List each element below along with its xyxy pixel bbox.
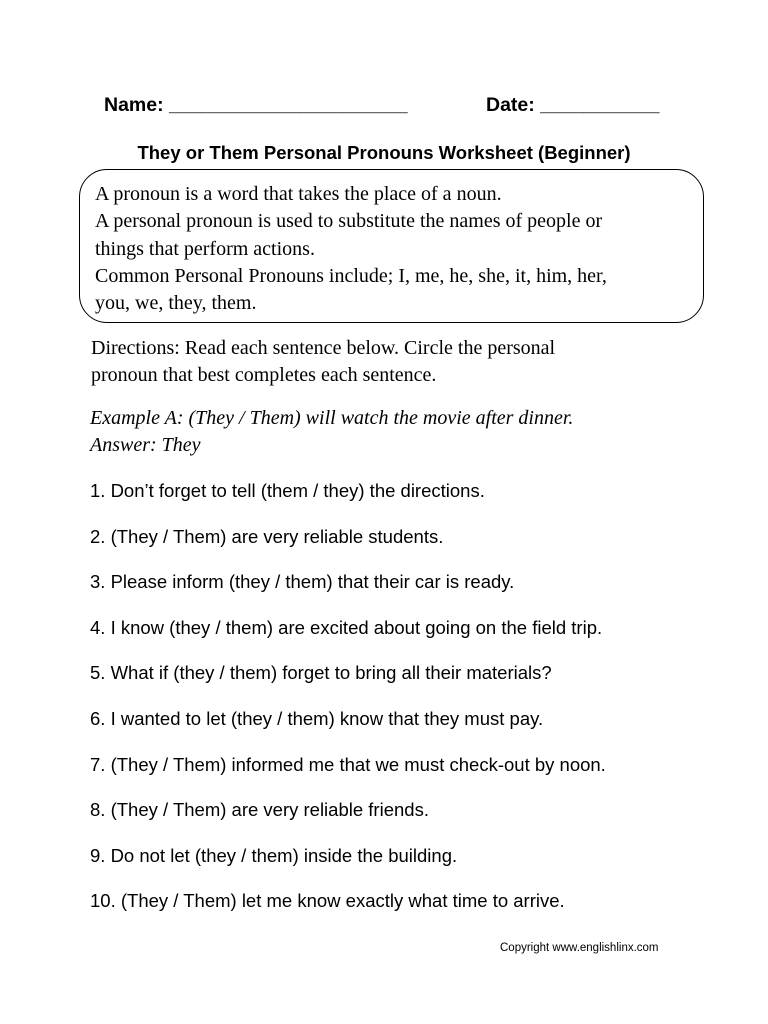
question-item: 4. I know (they / them) are excited about going on the field trip. (90, 616, 603, 638)
question-item: 3. Please inform (they / them) that their car is ready. (90, 571, 515, 593)
question-list (90, 478, 730, 934)
question-item: 1. Don’t forget to tell (them / they) the directions. (90, 480, 485, 501)
definition-line: Common Personal Pronouns include; I, me, he, she, it, him, her, (95, 264, 607, 287)
definition-line: you, we, they, them. (95, 292, 257, 315)
name-field: Name: ______________________ (104, 94, 408, 116)
question-item: 8. (They / Them) are very reliable friends. (90, 799, 429, 821)
question-item: 5. What if (they / them) forget to bring all their materials? (90, 662, 552, 684)
date-field: Date: ___________ (486, 94, 660, 116)
directions-line: Directions: Read each sentence below. Circle the personal (91, 337, 556, 359)
header-row (104, 94, 674, 122)
question-item: 2. (They / Them) are very reliable students. (90, 525, 444, 547)
worksheet-title: They or Them Personal Pronouns Worksheet (Beginner) (137, 142, 631, 163)
directions (91, 335, 711, 388)
question-item: 7. (They / Them) informed me that we must check-out by noon. (90, 753, 606, 775)
definition-text (95, 181, 695, 317)
definition-line: A pronoun is a word that takes the place of a noun. (95, 183, 502, 205)
definition-line: A personal pronoun is used to substitute the names of people or (95, 210, 603, 233)
example (90, 405, 710, 458)
question-item: 6. I wanted to let (they / them) know that they must pay. (90, 707, 544, 729)
definition-line: things that perform actions. (95, 237, 315, 260)
example-sentence: Example A: (They / Them) will watch the movie after dinner. (90, 407, 574, 429)
question-item: 9. Do not let (they / them) inside the building. (90, 844, 458, 866)
copyright-text: Copyright www.englishlinx.com (500, 942, 659, 954)
directions-line: pronoun that best completes each sentence. (91, 363, 437, 386)
question-item: 10. (They / Them) let me know exactly what time to arrive. (90, 890, 565, 912)
example-answer: Answer: They (90, 433, 201, 456)
